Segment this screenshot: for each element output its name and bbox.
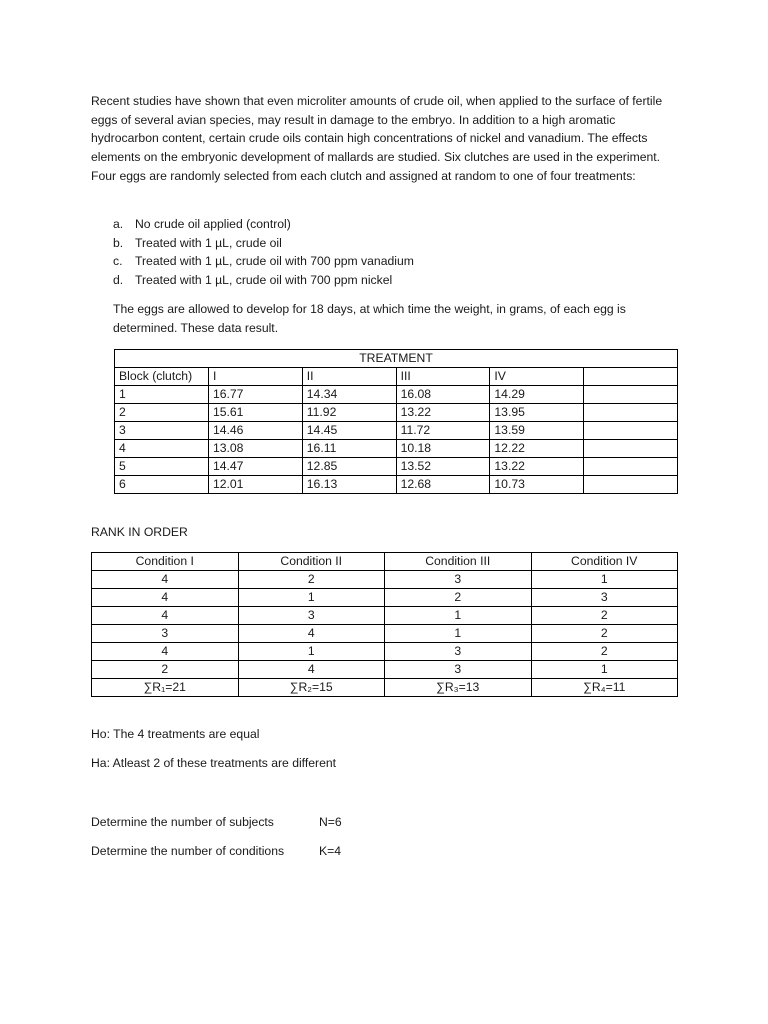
rank-sum-row — [92, 679, 678, 697]
column-header: Condition III — [385, 553, 532, 571]
table-row: 5 14.47 12.85 13.52 13.22 — [115, 458, 678, 476]
rank-table — [91, 552, 678, 697]
column-header: Condition II — [238, 553, 385, 571]
rank-sum: ∑R₂=15 — [238, 679, 385, 697]
table-header-row — [92, 553, 678, 571]
alternative-hypothesis: Ha: Atleast 2 of these treatments are different — [91, 756, 337, 770]
column-header: II — [302, 368, 396, 386]
table-header-row — [115, 368, 678, 386]
column-header: Condition I — [92, 553, 239, 571]
list-item: b. Treated with 1 µL, crude oil — [113, 235, 282, 250]
column-header: III — [396, 368, 490, 386]
table-row: 4 1 2 3 — [92, 589, 678, 607]
table-row: 3 14.46 14.45 11.72 13.59 — [115, 422, 678, 440]
subjects-label: Determine the number of subjects — [91, 815, 274, 829]
list-item: d. Treated with 1 µL, crude oil with 700 ppm nickel — [113, 272, 393, 287]
rank-sum: ∑R₁=21 — [92, 679, 239, 697]
null-hypothesis: Ho: The 4 treatments are equal — [91, 727, 260, 741]
conditions-line — [91, 842, 342, 861]
subjects-value: N=6 — [319, 815, 342, 829]
table-row: 2 15.61 11.92 13.22 13.95 — [115, 404, 678, 422]
list-item: a. No crude oil applied (control) — [113, 217, 291, 231]
column-header: I — [208, 368, 302, 386]
table-title-row — [115, 350, 678, 368]
column-header — [584, 368, 678, 386]
rank-heading: RANK IN ORDER — [91, 525, 188, 539]
intro-paragraph: Recent studies have shown that even microliter amounts of crude oil, when applied to the surface of fertile eggs of several avian species, may result in damage to the embryo. In addition to a high aromatic hydrocarbon content, certain crude oils contain high concentrations of nickel and vanadium. The effects elements on the embryonic development of mallards are studied. Six clutches are used in the experiment. Four eggs are randomly selected from each clutch and assigned at random to one of four treatments: — [91, 94, 663, 183]
treatment-title: TREATMENT — [115, 350, 678, 368]
egg-weight-table — [114, 349, 678, 494]
table-row: 3 4 1 2 — [92, 625, 678, 643]
table-row: 4 13.08 16.11 10.18 12.22 — [115, 440, 678, 458]
table-row: 4 2 3 1 — [92, 571, 678, 589]
develop-paragraph: The eggs are allowed to develop for 18 days, at which time the weight, in grams, of each egg is determined. These data result. — [113, 302, 626, 335]
rank-sum: ∑R₄=11 — [531, 679, 678, 697]
table-row: 4 3 1 2 — [92, 607, 678, 625]
treatment-list — [113, 215, 414, 289]
table-row: 2 4 3 1 — [92, 661, 678, 679]
conditions-value: K=4 — [319, 844, 342, 858]
table-row: 4 1 3 2 — [92, 643, 678, 661]
list-item: c. Treated with 1 µL, crude oil with 700 ppm vanadium — [113, 254, 414, 269]
rank-sum: ∑R₃=13 — [385, 679, 532, 697]
table-row: 1 16.77 14.34 16.08 14.29 — [115, 386, 678, 404]
subjects-line — [91, 813, 342, 832]
conditions-label: Determine the number of conditions — [91, 844, 285, 858]
column-header: IV — [490, 368, 584, 386]
column-header: Condition IV — [531, 553, 678, 571]
column-header: Block (clutch) — [115, 368, 209, 386]
table-row: 6 12.01 16.13 12.68 10.73 — [115, 476, 678, 494]
